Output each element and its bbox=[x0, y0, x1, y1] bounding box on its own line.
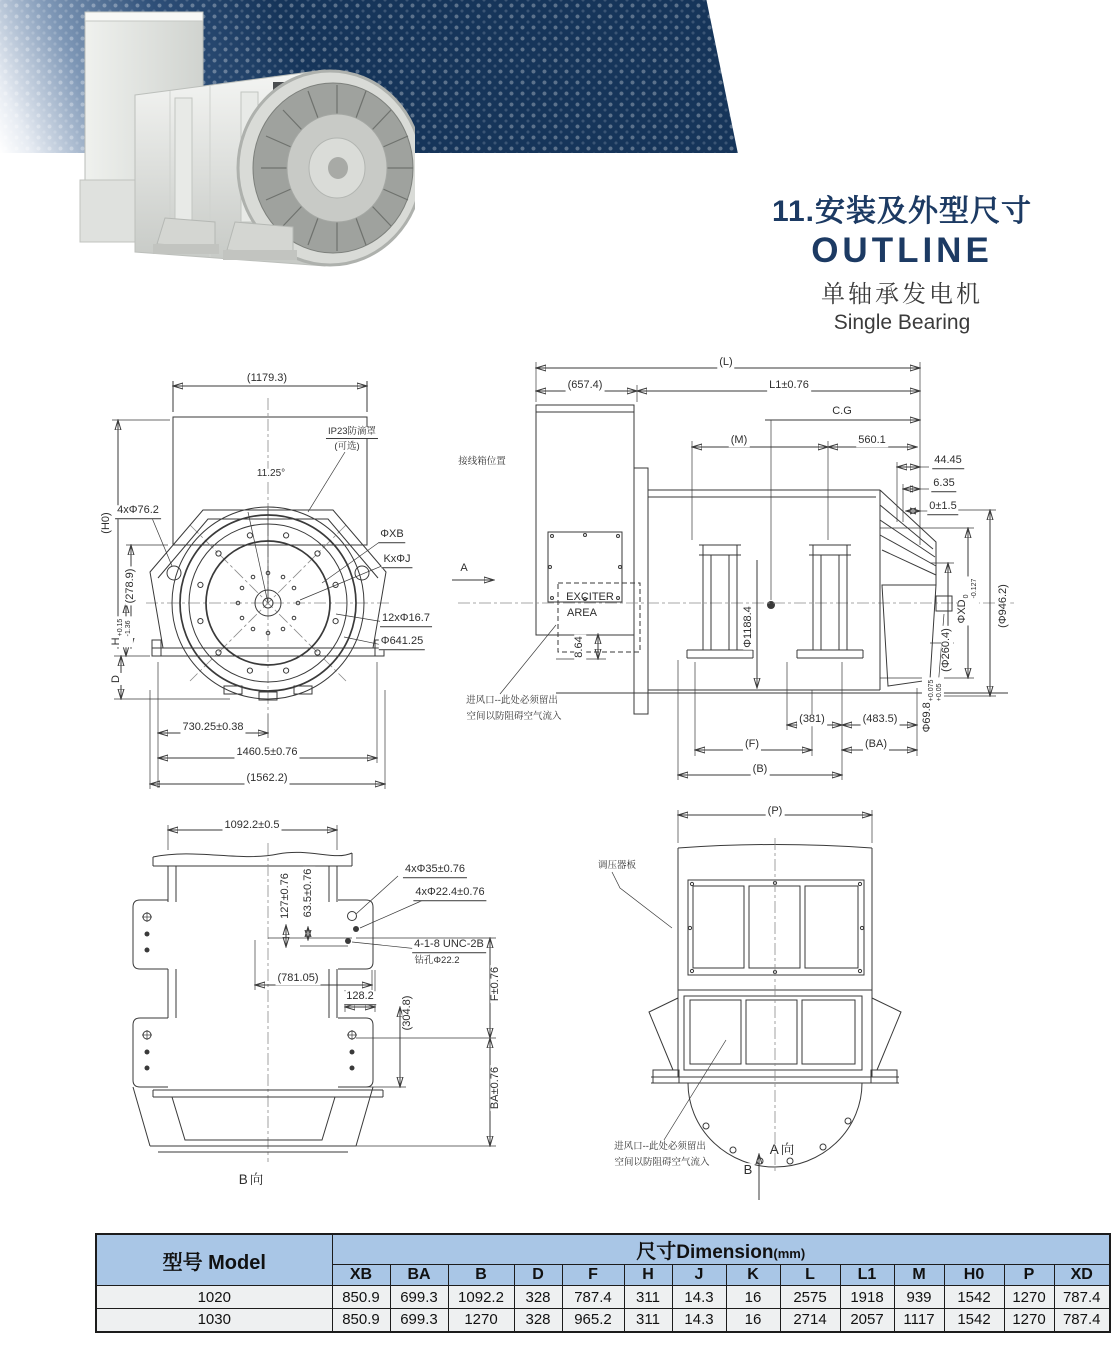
note-ip23-optional: (可选) bbox=[334, 441, 360, 453]
dim-label: (F) bbox=[744, 738, 760, 751]
note-drill: 钻孔Φ22.2 bbox=[414, 955, 460, 967]
dim-label: (L) bbox=[719, 356, 733, 369]
dimension-table bbox=[95, 1233, 1111, 1333]
dim-label: (Φ946.2) bbox=[997, 584, 1010, 628]
generator-photo bbox=[25, 0, 415, 275]
dim-label: H +0.15 -1.36 bbox=[109, 618, 132, 646]
side-view-drawing bbox=[450, 350, 1060, 800]
dim-label: (278.9) bbox=[124, 568, 137, 604]
dim-label: 560.1 bbox=[858, 434, 886, 447]
dim-label: 1460.5±0.76 bbox=[236, 746, 298, 759]
dim-label: 0±1.5 bbox=[927, 501, 958, 515]
dim-label: BA±0.76 bbox=[489, 1066, 502, 1110]
dim-label: (H0) bbox=[100, 512, 113, 534]
view-arrow-label: B bbox=[743, 1162, 753, 1178]
table-row: 1020 850.9 699.3 1092.2 328 787.4 311 14.3 16 2575 1918 939 1542 1270 787.4 bbox=[96, 1286, 1110, 1309]
dim-label: 128.2 bbox=[344, 991, 376, 1005]
dim-label: 44.45 bbox=[932, 455, 964, 469]
dim-label: 8.64 bbox=[573, 636, 586, 658]
table-header-dimension: 尺寸Dimension(mm) bbox=[332, 1234, 1110, 1265]
dim-label: (BA) bbox=[865, 738, 887, 751]
section-title bbox=[748, 186, 1056, 335]
dim-label: 1092.2±0.5 bbox=[224, 819, 280, 832]
dim-label: 4xΦ76.2 bbox=[115, 505, 161, 519]
dim-label: (483.5) bbox=[862, 713, 898, 726]
dim-label: 6.35 bbox=[931, 478, 956, 492]
note-air-inlet: 进风口--此处必须留出 bbox=[466, 695, 558, 707]
dim-label: (381) bbox=[799, 713, 825, 726]
dim-label: 63.5±0.76 bbox=[302, 868, 315, 918]
subtitle-en: Single Bearing bbox=[833, 311, 971, 334]
dim-label: (1562.2) bbox=[246, 772, 288, 785]
note-ip23: IP23防滴罩 bbox=[327, 426, 377, 438]
dim-label: F±0.76 bbox=[489, 966, 502, 1002]
subtitle-zh: 单轴承发电机 bbox=[821, 281, 983, 308]
dim-label: 12xΦ16.7 bbox=[380, 613, 432, 627]
section-title-zh: 11.安装及外型尺寸 bbox=[771, 195, 1033, 228]
dim-label: Φ69.8 +0.075 +0.05 bbox=[920, 679, 943, 733]
note-air-inlet: 空间以防阻碍空气流入 bbox=[466, 711, 562, 723]
dim-label: 4xΦ35±0.76 bbox=[403, 864, 467, 878]
note-avr-plate: 调压器板 bbox=[597, 860, 637, 872]
exciter-label: EXCITER bbox=[566, 591, 614, 604]
dim-label: 4-1-8 UNC-2B bbox=[412, 939, 486, 953]
dim-label: 730.25±0.38 bbox=[182, 721, 244, 734]
table-header-model: 型号 Model bbox=[96, 1234, 332, 1286]
dim-label: 11.25° bbox=[256, 467, 286, 479]
dim-label: (P) bbox=[767, 805, 783, 818]
dim-label: (Φ260.4) bbox=[940, 628, 953, 672]
dim-label: Φ1188.4 bbox=[742, 606, 755, 648]
section-title-en: OUTLINE bbox=[811, 231, 993, 270]
dim-label: ΦXB bbox=[378, 529, 405, 543]
note-air-inlet: 进风口--此处必须留出 bbox=[614, 1141, 706, 1153]
exciter-label: AREA bbox=[567, 607, 597, 620]
dim-label: ΦXD 0 -0.127 bbox=[955, 578, 978, 624]
dim-label: 4xΦ22.4±0.76 bbox=[413, 887, 486, 901]
dim-label: D bbox=[110, 675, 123, 683]
dim-label: Φ641.25 bbox=[379, 636, 425, 650]
view-caption: A向 bbox=[769, 1141, 797, 1157]
dim-label: (781.05) bbox=[277, 972, 319, 985]
dim-label: L1±0.76 bbox=[769, 379, 809, 392]
dim-label: KxΦJ bbox=[381, 554, 412, 568]
front-view-drawing bbox=[95, 355, 470, 800]
dim-label: (B) bbox=[752, 763, 768, 776]
view-caption: B向 bbox=[238, 1171, 266, 1187]
note-junction-box: 接线箱位置 bbox=[458, 456, 506, 468]
dim-label: (304.8) bbox=[401, 995, 414, 1031]
table-column-row: XB BA B D F H J K L L1 M H0 P XD bbox=[96, 1265, 1110, 1286]
dim-label: 127±0.76 bbox=[279, 873, 292, 919]
view-arrow-label: A bbox=[460, 562, 468, 575]
dim-label: (1179.3) bbox=[246, 372, 288, 385]
dim-label: (657.4) bbox=[567, 379, 603, 392]
dim-label: C.G bbox=[832, 405, 852, 418]
dim-label: (M) bbox=[730, 434, 748, 447]
table-row: 1030 850.9 699.3 1270 328 965.2 311 14.3 16 2714 2057 1117 1542 1270 787.4 bbox=[96, 1309, 1110, 1332]
note-air-inlet: 空间以防阻碍空气流入 bbox=[614, 1157, 710, 1169]
